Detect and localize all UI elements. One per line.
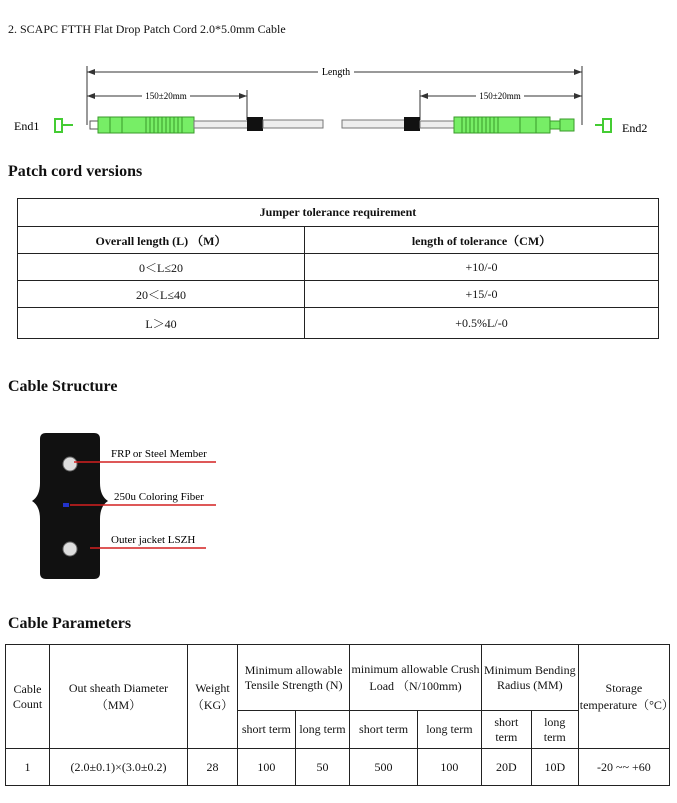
parameters-heading: Cable Parameters xyxy=(8,615,132,632)
left-segment-label: 150±20mm xyxy=(145,91,187,101)
end2-label: End2 xyxy=(622,121,648,135)
end1-dust-cap xyxy=(55,119,73,132)
right-boot xyxy=(404,117,420,131)
cell-storage: -20 ~~ +60 xyxy=(578,749,669,786)
versions-heading: Patch cord versions xyxy=(8,163,143,180)
end2-dust-cap xyxy=(595,119,611,132)
cell-crush-long: 100 xyxy=(417,749,481,786)
frp-label: FRP or Steel Member xyxy=(111,448,207,460)
document-title: 2. SCAPC FTTH Flat Drop Patch Cord 2.0*5.0mm Cable xyxy=(8,22,286,36)
header-crush: minimum allowable Crush Load （N/100mm) xyxy=(350,645,482,711)
cable-cross-section xyxy=(30,428,250,583)
coloring-fiber-icon xyxy=(63,503,69,507)
structure-heading: Cable Structure xyxy=(8,378,118,395)
left-boot xyxy=(247,117,263,131)
cell-weight: 28 xyxy=(188,749,238,786)
header-bending: Minimum Bending Radius (MM) xyxy=(481,645,578,711)
tolerance-cell: +10/-0 xyxy=(305,254,659,281)
cell-crush-short: 500 xyxy=(350,749,418,786)
right-segment-label: 150±20mm xyxy=(479,91,521,101)
table-row xyxy=(18,281,659,308)
strength-member-icon xyxy=(63,542,77,556)
left-ferrule xyxy=(90,121,98,129)
tolerance-caption: Jumper tolerance requirement xyxy=(18,199,659,227)
header-long-term: long term xyxy=(417,711,481,749)
cell-count: 1 xyxy=(6,749,50,786)
cell-tensile-short: 100 xyxy=(238,749,296,786)
header-diameter: Out sheath Diameter（MM） xyxy=(50,645,188,749)
header-long-term: long term xyxy=(295,711,349,749)
table-row xyxy=(18,308,659,339)
header-weight: Weight（KG） xyxy=(188,645,238,749)
tolerance-table xyxy=(17,198,659,339)
length-label: Length xyxy=(321,67,351,78)
length-cell: 0＜L≤20 xyxy=(18,254,305,281)
header-tensile: Minimum allowable Tensile Strength (N) xyxy=(238,645,350,711)
header-storage: Storage temperature（°C） xyxy=(578,645,669,749)
cell-diameter: (2.0±0.1)×(3.0±0.2) xyxy=(50,749,188,786)
header-cable-count: Cable Count xyxy=(6,645,50,749)
table-row xyxy=(6,749,670,786)
header-short-term: short term xyxy=(350,711,418,749)
header-short-term: short term xyxy=(481,711,531,749)
cell-bend-short: 20D xyxy=(481,749,531,786)
tolerance-cell: +0.5%L/-0 xyxy=(305,308,659,339)
strength-member-icon xyxy=(63,457,77,471)
cell-bend-long: 10D xyxy=(531,749,578,786)
patch-cord-diagram xyxy=(0,52,677,152)
parameters-table xyxy=(5,644,674,786)
cell-tensile-long: 50 xyxy=(295,749,349,786)
length-cell: 20＜L≤40 xyxy=(18,281,305,308)
fiber-label: 250u Coloring Fiber xyxy=(114,491,204,503)
tolerance-cell: +15/-0 xyxy=(305,281,659,308)
end1-label: End1 xyxy=(14,119,40,133)
length-cell: L＞40 xyxy=(18,308,305,339)
header-long-term: long term xyxy=(531,711,578,749)
tolerance-header-length: Overall length (L) （M） xyxy=(18,227,305,254)
table-row xyxy=(18,254,659,281)
header-short-term: short term xyxy=(238,711,296,749)
jacket-label: Outer jacket LSZH xyxy=(111,534,196,546)
tolerance-header-tolerance: length of tolerance（CM） xyxy=(305,227,659,254)
right-ferrule xyxy=(550,121,560,129)
